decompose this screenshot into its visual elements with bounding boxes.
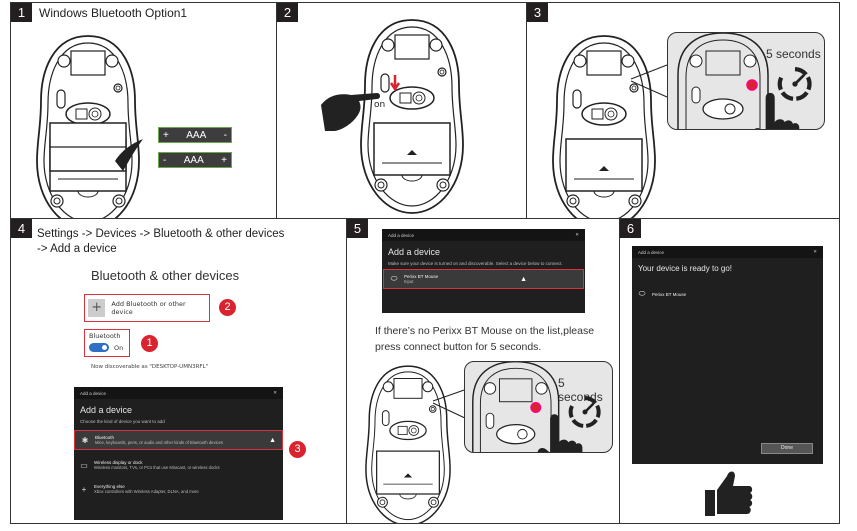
mouse-bottom-illustration (549, 31, 659, 219)
device-ready-dialog (632, 246, 823, 464)
mouse-bottom-illustration (33, 31, 143, 219)
close-icon[interactable]: ✕ (575, 232, 579, 237)
step-3-panel (526, 2, 840, 219)
dialog-heading: Add a device (80, 405, 133, 415)
step-number: 4 (11, 219, 32, 238)
dialog-window-title: Add a device (388, 232, 415, 238)
step-number: 1 (11, 3, 32, 22)
thumbs-up-icon (705, 468, 755, 518)
step-title: Settings -> Devices -> Bluetooth & other devices (37, 228, 285, 240)
bluetooth-toggle-group (84, 329, 130, 357)
plus-icon: + (81, 484, 87, 494)
instruction-note-line1: If there’s no Perixx BT Mouse on the list,please (375, 325, 595, 337)
device-type: Input (404, 279, 414, 284)
step-1-panel (10, 2, 277, 219)
device-perixx-bt-mouse[interactable] (383, 269, 584, 289)
step-2-panel (276, 2, 527, 219)
close-icon[interactable]: ✕ (273, 390, 277, 395)
device-name: Perixx BT Mouse (404, 274, 439, 279)
step-5-panel (346, 218, 620, 524)
item-title: Bluetooth (95, 435, 115, 440)
switch-on-label: on (374, 100, 386, 110)
dialog-window-title: Add a device (80, 390, 107, 396)
dialog-subtitle: Choose the kind of device you want to add (80, 419, 165, 424)
battery-polarity: + (221, 154, 227, 166)
device-name: Perixx BT Mouse (652, 291, 687, 297)
timer-label: 5 seconds (558, 376, 603, 404)
mouse-bottom-illustration (353, 362, 463, 524)
add-bluetooth-device-button[interactable] (84, 294, 210, 322)
step-badge-3: 3 (289, 441, 306, 458)
step-number: 6 (620, 219, 641, 238)
toggle-state: On (114, 343, 124, 352)
step-4-panel (10, 218, 347, 524)
close-icon[interactable]: ✕ (813, 249, 817, 254)
step-number: 5 (347, 219, 368, 238)
aaa-battery-1 (158, 127, 232, 143)
item-desc: Wireless monitors, TVs, or PCs that use Miracast, or wireless docks (94, 465, 220, 470)
cursor-icon: ▲ (269, 436, 276, 444)
add-device-dialog (382, 229, 585, 313)
dialog-window-title: Add a device (638, 249, 665, 255)
step-badge-1: 1 (141, 335, 158, 352)
bluetooth-icon: ✱ (81, 435, 89, 445)
add-device-dialog (74, 387, 283, 520)
step-title: Windows Bluetooth Option1 (39, 6, 188, 20)
add-device-label: Add Bluetooth or other device (111, 300, 186, 316)
battery-label: AAA (183, 154, 204, 166)
timer-label: 5 seconds (766, 47, 821, 61)
step-badge-2: 2 (219, 299, 236, 316)
device-type-everything-else[interactable] (74, 480, 283, 498)
dialog-titlebar (74, 387, 283, 399)
pointing-hand-icon (321, 85, 381, 135)
battery-polarity: - (223, 129, 227, 141)
device-type-bluetooth[interactable] (74, 430, 283, 450)
connect-button-callout (667, 32, 825, 130)
item-title: Wireless display or dock (94, 460, 143, 465)
instruction-note-line2: press connect button for 5 seconds. (375, 341, 542, 353)
mouse-icon: ⬭ (638, 289, 646, 298)
plus-icon: + (88, 299, 105, 317)
timer-icon (778, 67, 812, 101)
step-number: 2 (277, 3, 298, 22)
cursor-icon: ▲ (520, 275, 527, 283)
step-title-cont: -> Add a device (37, 243, 117, 255)
dialog-titlebar (382, 229, 585, 241)
dialog-heading: Your device is ready to go! (638, 264, 732, 273)
battery-polarity: + (163, 129, 169, 141)
done-button[interactable]: Done (761, 443, 813, 454)
aaa-battery-2 (158, 152, 232, 168)
battery-polarity: - (163, 154, 167, 166)
step-number: 3 (527, 3, 548, 22)
timer-icon (569, 396, 601, 428)
bluetooth-toggle[interactable] (89, 343, 109, 352)
item-title: Everything else (94, 484, 125, 489)
device-type-wireless-display[interactable] (74, 456, 283, 474)
paired-device (632, 285, 823, 303)
battery-label: AAA (186, 129, 207, 141)
monitor-icon: ▭ (80, 460, 88, 470)
mouse-icon: ⬭ (390, 274, 398, 283)
discoverable-text: Now discoverable as "DESKTOP-UMN3RFL" (91, 364, 209, 370)
dialog-subtitle: Make sure your device is turned on and discoverable. Select a device below to connect. (388, 261, 563, 266)
dialog-heading: Add a device (388, 247, 441, 257)
item-desc: Xbox controllers with Wireless Adapter, DLNA, and more (94, 489, 199, 494)
bluetooth-label: Bluetooth (89, 332, 121, 340)
step-6-panel (619, 218, 840, 524)
connect-button-callout (464, 361, 613, 453)
item-desc: Mice, keyboards, pens, or audio and other kinds of Bluetooth devices (95, 440, 224, 445)
dialog-titlebar (632, 246, 823, 258)
settings-heading: Bluetooth & other devices (91, 268, 240, 283)
